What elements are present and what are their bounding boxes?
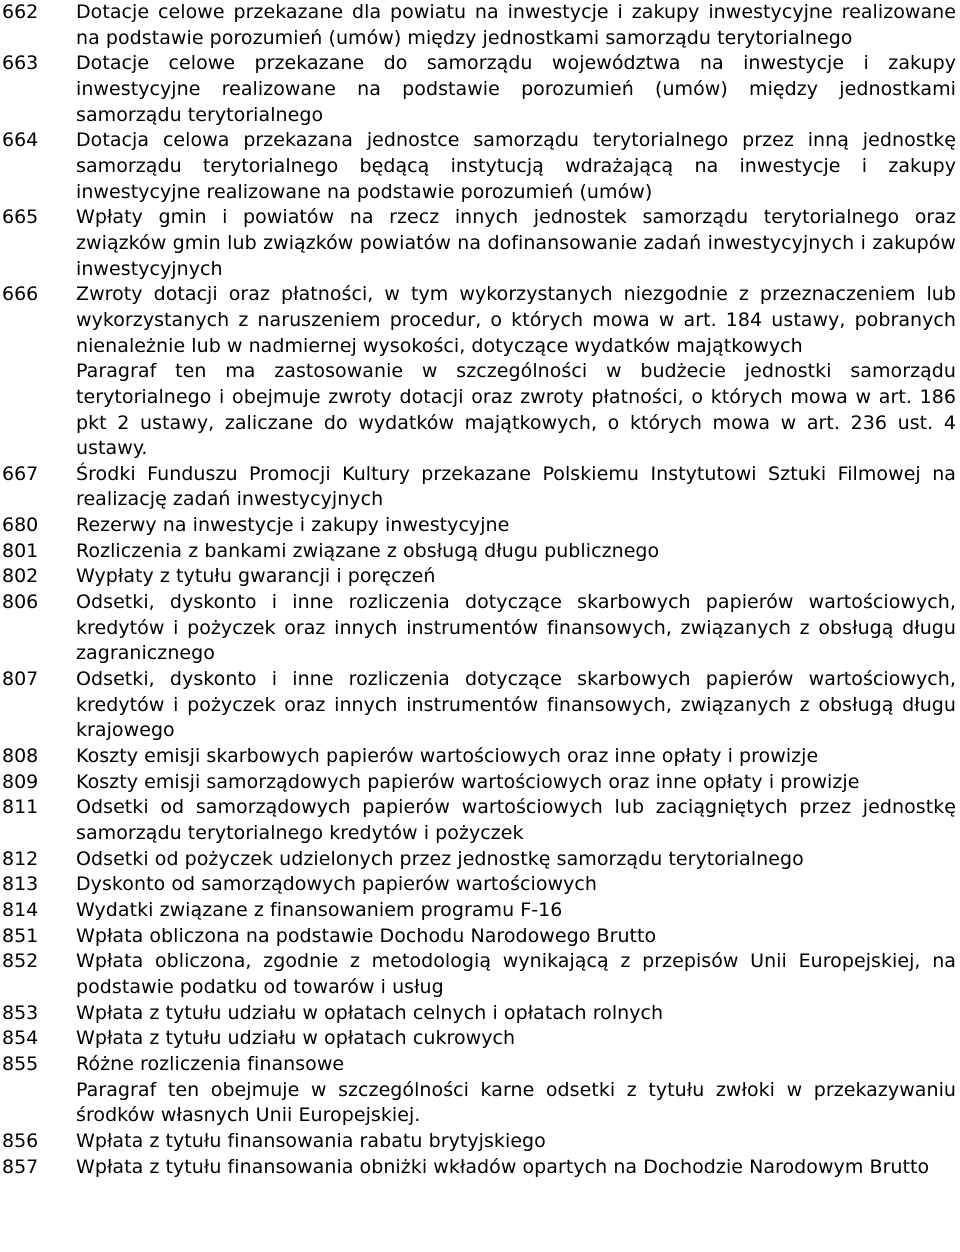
paragraph-code: 806 bbox=[2, 591, 39, 614]
description-text: Wpłata obliczona na podstawie Dochodu Narodowego Brutto bbox=[76, 924, 657, 947]
paragraph-description bbox=[76, 539, 956, 565]
description-text: Koszty emisji samorządowych papierów wartościowych oraz inne opłaty i prowizje bbox=[76, 770, 860, 793]
list-item bbox=[0, 667, 960, 744]
list-item bbox=[0, 1001, 960, 1027]
paragraph-description bbox=[76, 1026, 956, 1052]
list-item bbox=[0, 924, 960, 950]
description-text: Wpłata z tytułu udziału w opłatach cukrowych bbox=[76, 1027, 516, 1050]
paragraph-code: 853 bbox=[2, 1001, 39, 1024]
paragraph-code: 813 bbox=[2, 873, 39, 896]
paragraph-code: 667 bbox=[2, 462, 39, 485]
list-item bbox=[0, 128, 960, 205]
description-text: Wypłaty z tytułu gwarancji i poręczeń bbox=[76, 565, 436, 588]
list-item bbox=[0, 0, 960, 51]
description-text: Dotacje celowe przekazane do samorządu województwa na inwestycje i zakupy inwestycyjne realizowane na podstawie porozumień (umów) między jednostkami samorządu terytorialnego bbox=[76, 52, 956, 126]
list-item bbox=[0, 282, 960, 462]
description-text: Wpłaty gmin i powiatów na rzecz innych jednostek samorządu terytorialnego oraz związków gmin lub związków powiatów na dofinansowanie zadań inwestycyjnych i zakupów inwestycyjnych bbox=[76, 206, 956, 280]
description-note: Paragraf ten ma zastosowanie w szczególności w budżecie jednostki samorządu terytorialnego i obejmuje zwroty dotacji oraz zwroty płatności, o których mowa w art. 186 pkt 2 ustawy, zaliczane do wydatków majątkowych, o których mowa w art. 236 ust. 4 ustawy. bbox=[76, 360, 956, 460]
list-item bbox=[0, 872, 960, 898]
description-text: Rozliczenia z bankami związane z obsługą długu publicznego bbox=[76, 539, 660, 562]
paragraph-code: 802 bbox=[2, 565, 39, 588]
list-item bbox=[0, 898, 960, 924]
paragraph-code: 854 bbox=[2, 1027, 39, 1050]
paragraph-description bbox=[76, 51, 956, 128]
list-item bbox=[0, 949, 960, 1000]
paragraph-code: 852 bbox=[2, 950, 39, 973]
paragraph-description bbox=[76, 667, 956, 744]
description-text: Różne rozliczenia finansowe bbox=[76, 1052, 345, 1075]
description-text: Dotacja celowa przekazana jednostce samorządu terytorialnego przez inną jednostkę samorządu terytorialnego będącą instytucją wdrażającą na inwestycje i zakupy inwestycyjne realizowane na podstawie porozumień (umów) bbox=[76, 129, 956, 203]
description-text: Dyskonto od samorządowych papierów wartościowych bbox=[76, 873, 598, 896]
paragraph-description bbox=[76, 1155, 956, 1181]
list-item bbox=[0, 539, 960, 565]
paragraph-code: 851 bbox=[2, 924, 39, 947]
list-item bbox=[0, 770, 960, 796]
paragraph-description bbox=[76, 205, 956, 282]
paragraph-description bbox=[76, 924, 956, 950]
paragraph-code: 666 bbox=[2, 283, 39, 306]
description-text: Wpłata z tytułu finansowania rabatu brytyjskiego bbox=[76, 1129, 546, 1152]
list-item bbox=[0, 51, 960, 128]
paragraph-description bbox=[76, 282, 956, 462]
description-text: Odsetki, dyskonto i inne rozliczenia dotyczące skarbowych papierów wartościowych, kredytów i pożyczek oraz innych instrumentów finansowych, związanych z obsługą długu zagranicznego bbox=[76, 591, 956, 665]
list-item bbox=[0, 205, 960, 282]
paragraph-code: 811 bbox=[2, 796, 39, 819]
paragraph-code: 801 bbox=[2, 539, 39, 562]
description-text: Odsetki od samorządowych papierów wartościowych lub zaciągniętych przez jednostkę samorządu terytorialnego kredytów i pożyczek bbox=[76, 796, 956, 844]
description-text: Wpłata z tytułu udziału w opłatach celnych i opłatach rolnych bbox=[76, 1001, 664, 1024]
paragraph-description bbox=[76, 1001, 956, 1027]
paragraph-description bbox=[76, 462, 956, 513]
paragraph-code: 855 bbox=[2, 1052, 39, 1075]
paragraph-code: 680 bbox=[2, 514, 39, 537]
paragraph-code: 812 bbox=[2, 847, 39, 870]
list-item bbox=[0, 1129, 960, 1155]
description-text: Odsetki, dyskonto i inne rozliczenia dotyczące skarbowych papierów wartościowych, kredytów i pożyczek oraz innych instrumentów finansowych, związanych z obsługą długu krajowego bbox=[76, 668, 956, 742]
description-text: Dotacje celowe przekazane dla powiatu na inwestycje i zakupy inwestycyjne realizowane na podstawie porozumień (umów) między jednostkami samorządu terytorialnego bbox=[76, 1, 956, 49]
paragraph-description bbox=[76, 847, 956, 873]
list-item bbox=[0, 1155, 960, 1181]
paragraph-description bbox=[76, 590, 956, 667]
list-item bbox=[0, 795, 960, 846]
description-text: Wpłata z tytułu finansowania obniżki wkładów opartych na Dochodzie Narodowym Brutto bbox=[76, 1155, 930, 1178]
description-text: Środki Funduszu Promocji Kultury przekazane Polskiemu Instytutowi Sztuki Filmowej na realizację zadań inwestycyjnych bbox=[76, 462, 956, 511]
list-item bbox=[0, 1026, 960, 1052]
paragraph-description bbox=[76, 795, 956, 846]
paragraph-description bbox=[76, 128, 956, 205]
paragraph-description bbox=[76, 898, 956, 924]
list-item bbox=[0, 847, 960, 873]
paragraph-code: 856 bbox=[2, 1129, 39, 1152]
list-item bbox=[0, 590, 960, 667]
description-text: Koszty emisji skarbowych papierów wartościowych oraz inne opłaty i prowizje bbox=[76, 745, 819, 768]
paragraph-description bbox=[76, 872, 956, 898]
description-text: Zwroty dotacji oraz płatności, w tym wykorzystanych niezgodnie z przeznaczeniem lub wykorzystanych z naruszeniem procedur, o których mowa w art. 184 ustawy, pobranych nienależnie lub w nadmiernej wysokości, dotyczące wydatków majątkowych bbox=[76, 283, 956, 357]
paragraph-description bbox=[76, 770, 956, 796]
paragraph-code: 814 bbox=[2, 898, 39, 921]
description-text: Wpłata obliczona, zgodnie z metodologią wynikającą z przepisów Unii Europejskiej, na podstawie podatku od towarów i usług bbox=[76, 950, 956, 998]
list-item bbox=[0, 1052, 960, 1129]
paragraph-code: 808 bbox=[2, 745, 39, 768]
list-item bbox=[0, 462, 960, 513]
paragraph-description bbox=[76, 564, 956, 590]
paragraph-code: 664 bbox=[2, 129, 39, 152]
paragraph-description bbox=[76, 1052, 956, 1129]
list-item bbox=[0, 564, 960, 590]
paragraph-description bbox=[76, 949, 956, 1000]
description-text: Rezerwy na inwestycje i zakupy inwestycyjne bbox=[76, 514, 510, 537]
description-text: Odsetki od pożyczek udzielonych przez jednostkę samorządu terytorialnego bbox=[76, 847, 804, 870]
paragraph-code: 809 bbox=[2, 770, 39, 793]
paragraph-code: 662 bbox=[2, 1, 39, 23]
paragraph-code: 665 bbox=[2, 206, 39, 229]
paragraph-code: 807 bbox=[2, 668, 39, 691]
paragraph-description bbox=[76, 744, 956, 770]
paragraph-description bbox=[76, 513, 956, 539]
list-item bbox=[0, 513, 960, 539]
paragraph-description bbox=[76, 1129, 956, 1155]
list-item bbox=[0, 744, 960, 770]
paragraph-description bbox=[76, 0, 956, 51]
description-text: Wydatki związane z finansowaniem programu F-16 bbox=[76, 898, 563, 921]
paragraph-code: 663 bbox=[2, 52, 39, 75]
description-note: Paragraf ten obejmuje w szczególności karne odsetki z tytułu zwłoki w przekazywaniu środków własnych Unii Europejskiej. bbox=[76, 1078, 956, 1127]
paragraph-code: 857 bbox=[2, 1155, 39, 1178]
